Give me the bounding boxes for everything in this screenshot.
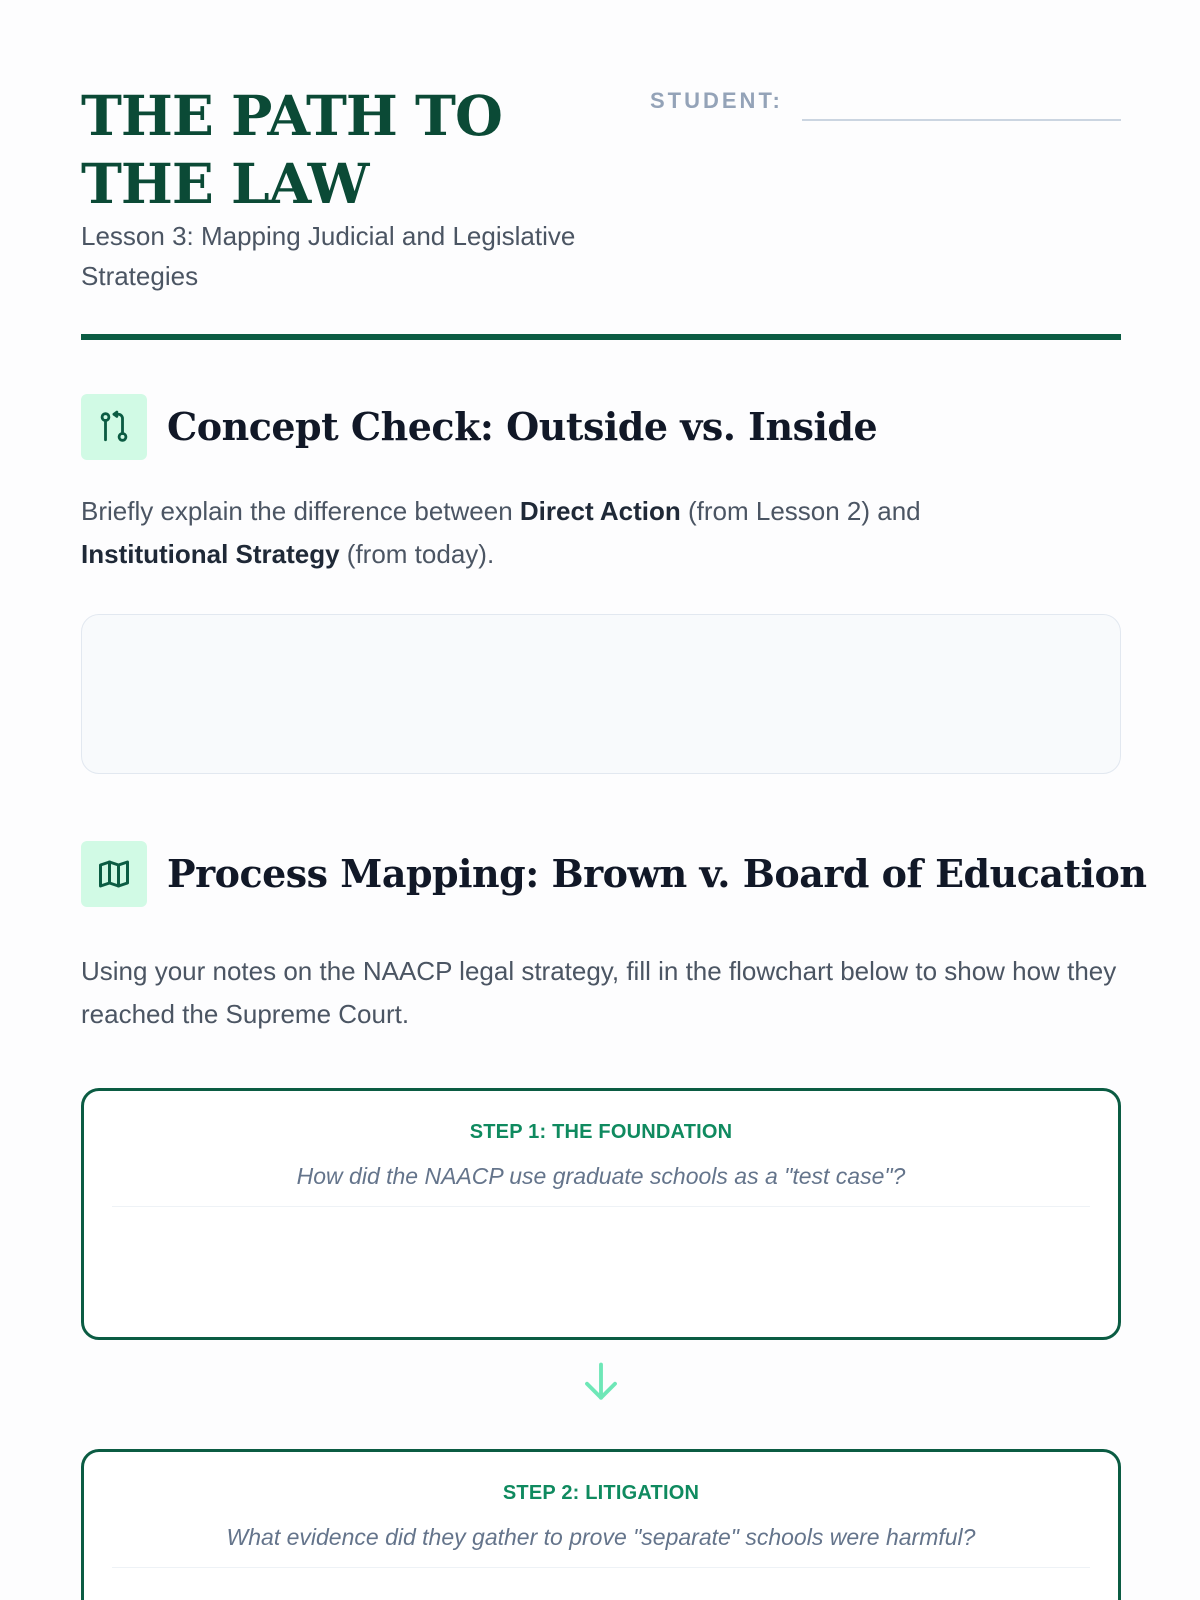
- step-answer-area[interactable]: [112, 1572, 1090, 1600]
- prompt-text: (from today).: [339, 539, 495, 569]
- step-question: How did the NAACP use graduate schools as a "test case"?: [296, 1163, 906, 1189]
- flowchart-step-2: [81, 1449, 1121, 1600]
- worksheet-header: [81, 82, 1121, 342]
- prompt-term-direct-action: Direct Action: [519, 496, 681, 526]
- concept-check-prompt: [81, 490, 1121, 576]
- prompt-term-institutional-strategy: Institutional Strategy: [81, 539, 340, 569]
- prompt-text: Briefly explain the difference between: [81, 496, 520, 526]
- step-question: What evidence did they gather to prove "separate" schools were harmful?: [226, 1524, 976, 1550]
- process-mapping-instructions: Using your notes on the NAACP legal strategy, fill in the flowchart below to show how they reached the Supreme Court.: [81, 956, 1117, 1029]
- page-title: THE PATH TO THE LAW: [81, 83, 502, 216]
- step-divider: [112, 1567, 1090, 1568]
- lesson-subtitle: Lesson 3: Mapping Judicial and Legislative Strategies: [81, 221, 576, 291]
- concept-check-heading: [81, 394, 1121, 460]
- process-mapping-title: Process Mapping: Brown v. Board of Education: [167, 851, 1147, 896]
- step-divider: [112, 1206, 1090, 1207]
- step-label: STEP 2: LITIGATION: [502, 1482, 700, 1504]
- student-name-field: [650, 86, 1121, 126]
- student-name-line[interactable]: [802, 119, 1121, 121]
- student-label: STUDENT:: [650, 88, 783, 113]
- process-mapping-heading: [81, 841, 1147, 907]
- arrow-down-icon: [580, 1361, 622, 1403]
- git-compare-icon: [81, 394, 147, 460]
- header-divider: [81, 334, 1121, 340]
- concept-check-title: Concept Check: Outside vs. Inside: [167, 404, 878, 449]
- step-label: STEP 1: THE FOUNDATION: [469, 1121, 733, 1143]
- flowchart-step-1: [81, 1088, 1121, 1340]
- map-icon: [81, 841, 147, 907]
- concept-check-answer-box[interactable]: [81, 614, 1121, 774]
- prompt-text: (from Lesson 2) and: [680, 496, 921, 526]
- step-answer-area[interactable]: [112, 1211, 1090, 1321]
